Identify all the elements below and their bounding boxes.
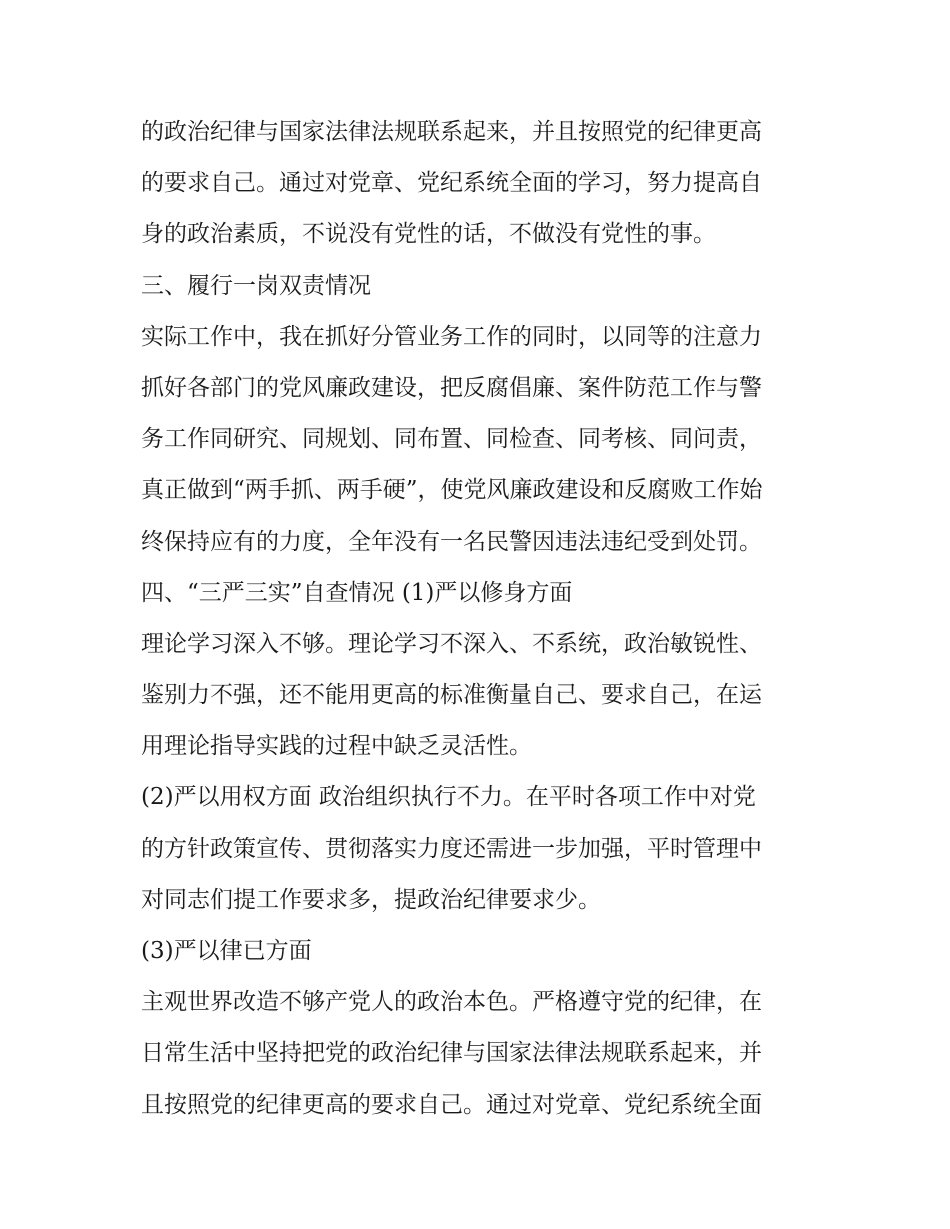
document-body [141, 107, 821, 1131]
text-line: 鉴别力不强，还不能用更高的标准衡量自己、要求自己，在运 [141, 682, 762, 709]
text-line: 务工作同研究、同规划、同布置、同检查、同考核、同问责， [141, 426, 762, 453]
text-line: 主观世界改造不够产党人的政治本色。严格遵守党的纪律，在 [141, 989, 762, 1016]
text-line: 真正做到“两手抓、两手硬”，使党风廉政建设和反腐败工作始 [141, 477, 763, 504]
text-line: 的政治纪律与国家法律法规联系起来，并且按照党的纪律更高 [141, 119, 762, 145]
text-line: 对同志们提工作要求多，提政治纪律要求少。 [141, 886, 601, 913]
subsection-heading: (3)严以律已方面 [141, 938, 312, 964]
text-line: 实际工作中，我在抓好分管业务工作的同时，以同等的注意力 [141, 323, 762, 350]
text-line: 日常生活中坚持把党的政治纪律与国家法律法规联系起来，并 [141, 1040, 762, 1067]
text-line: 且按照党的纪律更高的要求自己。通过对党章、党纪系统全面 [141, 1091, 762, 1118]
text-line: 理论学习深入不够。理论学习不深入、不系统，政治敏锐性、 [141, 630, 762, 657]
section-heading: 四、“三严三实”自查情况 (1)严以修身方面 [141, 579, 573, 606]
text-line: (2)严以用权方面 政治组织执行不力。在平时各项工作中对党 [141, 784, 756, 811]
section-heading: 三、履行一岗双责情况 [141, 272, 371, 299]
text-line: 用理论指导实践的过程中缺乏灵活性。 [141, 733, 532, 760]
text-line: 身的政治素质，不说没有党性的话，不做没有党性的事。 [141, 221, 716, 248]
text-line: 的要求自己。通过对党章、党纪系统全面的学习，努力提高自 [141, 170, 762, 197]
text-line: 的方针政策宣传、贯彻落实力度还需进一步加强，平时管理中 [141, 835, 762, 862]
text-line: 抓好各部门的党风廉政建设，把反腐倡廉、案件防范工作与警 [141, 374, 762, 401]
text-line: 终保持应有的力度，全年没有一名民警因违法违纪受到处罚。 [141, 528, 762, 555]
